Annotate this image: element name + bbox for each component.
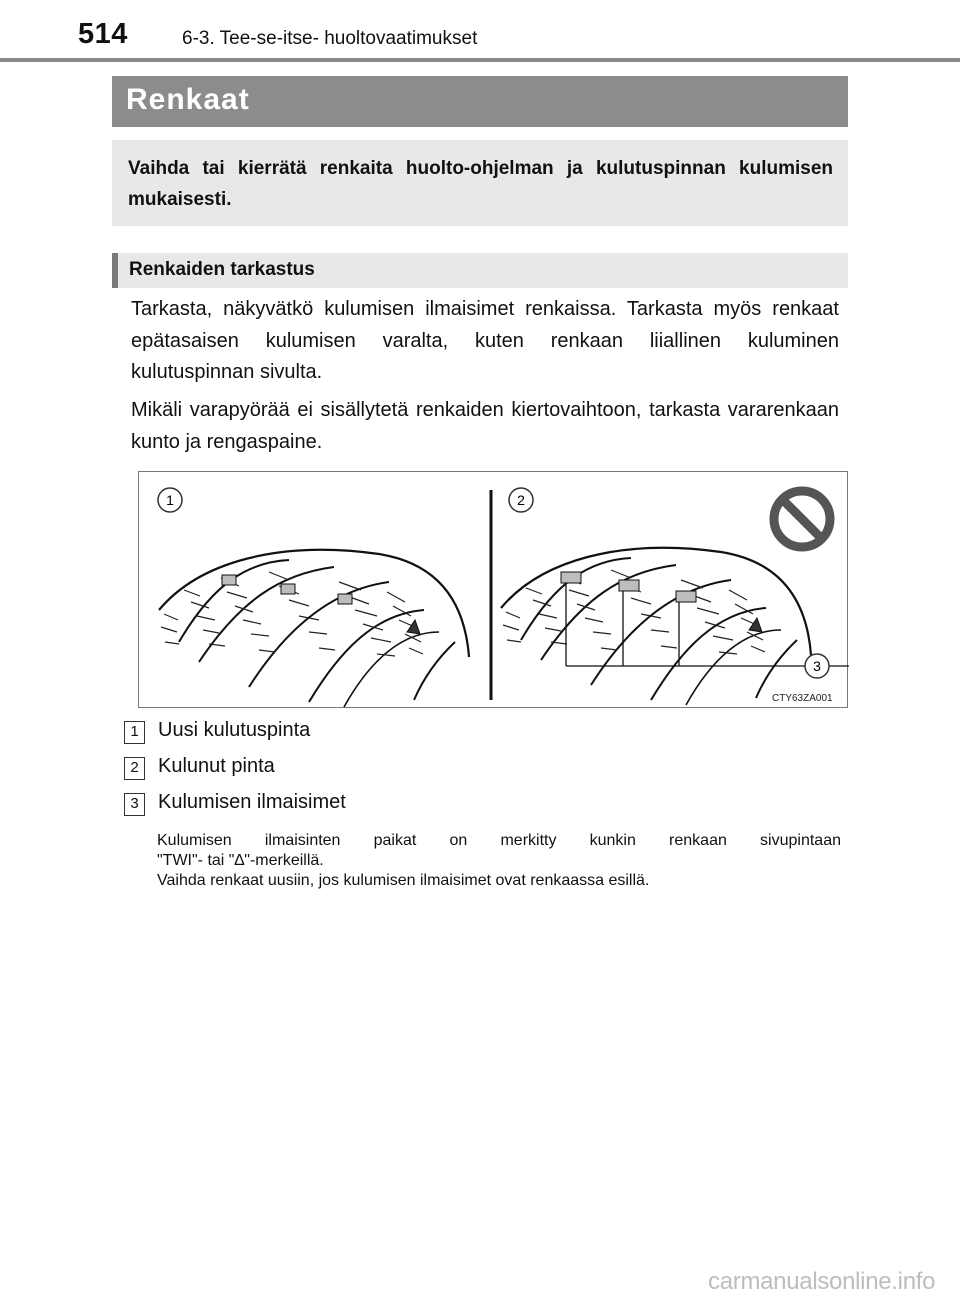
callout-1-label: 1 [166, 492, 174, 508]
intro-box [112, 140, 848, 226]
tire-illustration [139, 472, 849, 709]
intro-text: Vaihda tai kierrätä renkaita huolto-ohjelman ja kulutuspinnan kulumisen mukaisesti. [128, 158, 833, 210]
callout-3-label: 3 [813, 658, 821, 674]
note-line-2: "TWI"- tai "∆"-merkeillä. [157, 852, 324, 869]
section-reference: 6-3. Tee-se-itse- huoltovaatimukset [182, 28, 478, 49]
page-number: 514 [78, 18, 128, 50]
tire-wear-figure [138, 471, 848, 708]
legend-number: 3 [124, 793, 145, 816]
worn-tire-icon [501, 548, 849, 705]
callout-3 [805, 654, 829, 678]
subsection-header [112, 253, 848, 288]
figure-code: CTY63ZA001 [772, 693, 833, 704]
legend-number: 2 [124, 757, 145, 780]
watermark: carmanualsonline.info [708, 1268, 936, 1295]
wear-indicator-note [157, 831, 841, 891]
header-rule [0, 58, 960, 62]
section-title-bar [112, 76, 848, 127]
callout-2 [509, 488, 533, 512]
legend-label: Kulumisen ilmaisimet [158, 791, 346, 813]
subsection-accent [112, 253, 118, 288]
page-title: Renkaat [126, 83, 250, 116]
new-tire-icon [159, 550, 469, 707]
legend-label: Kulunut pinta [158, 755, 275, 777]
legend-number: 1 [124, 721, 145, 744]
legend-label: Uusi kulutuspinta [158, 719, 311, 741]
callout-1 [158, 488, 182, 512]
prohibited-icon [774, 491, 830, 547]
callout-2-label: 2 [517, 492, 525, 508]
subsection-title: Renkaiden tarkastus [129, 259, 315, 280]
paragraph-inspection: Tarkasta, näkyvätkö kulumisen ilmaisimet renkaissa. Tarkasta myös renkaat epätasaisen kulumisen varalta, kuten renkaan liiallinen kuluminen kulutuspinnan sivulta. [131, 298, 839, 383]
paragraph-spare-tire: Mikäli varapyörää ei sisällytetä renkaiden kiertovaihtoon, tarkasta vararenkaan kunto ja rengaspaine. [131, 399, 839, 453]
note-line-3: Vaihda renkaat uusiin, jos kulumisen ilmaisimet ovat renkaassa esillä. [157, 872, 650, 889]
note-line-1: Kulumisen ilmaisinten paikat on merkitty kunkin renkaan sivupintaan [157, 832, 841, 849]
